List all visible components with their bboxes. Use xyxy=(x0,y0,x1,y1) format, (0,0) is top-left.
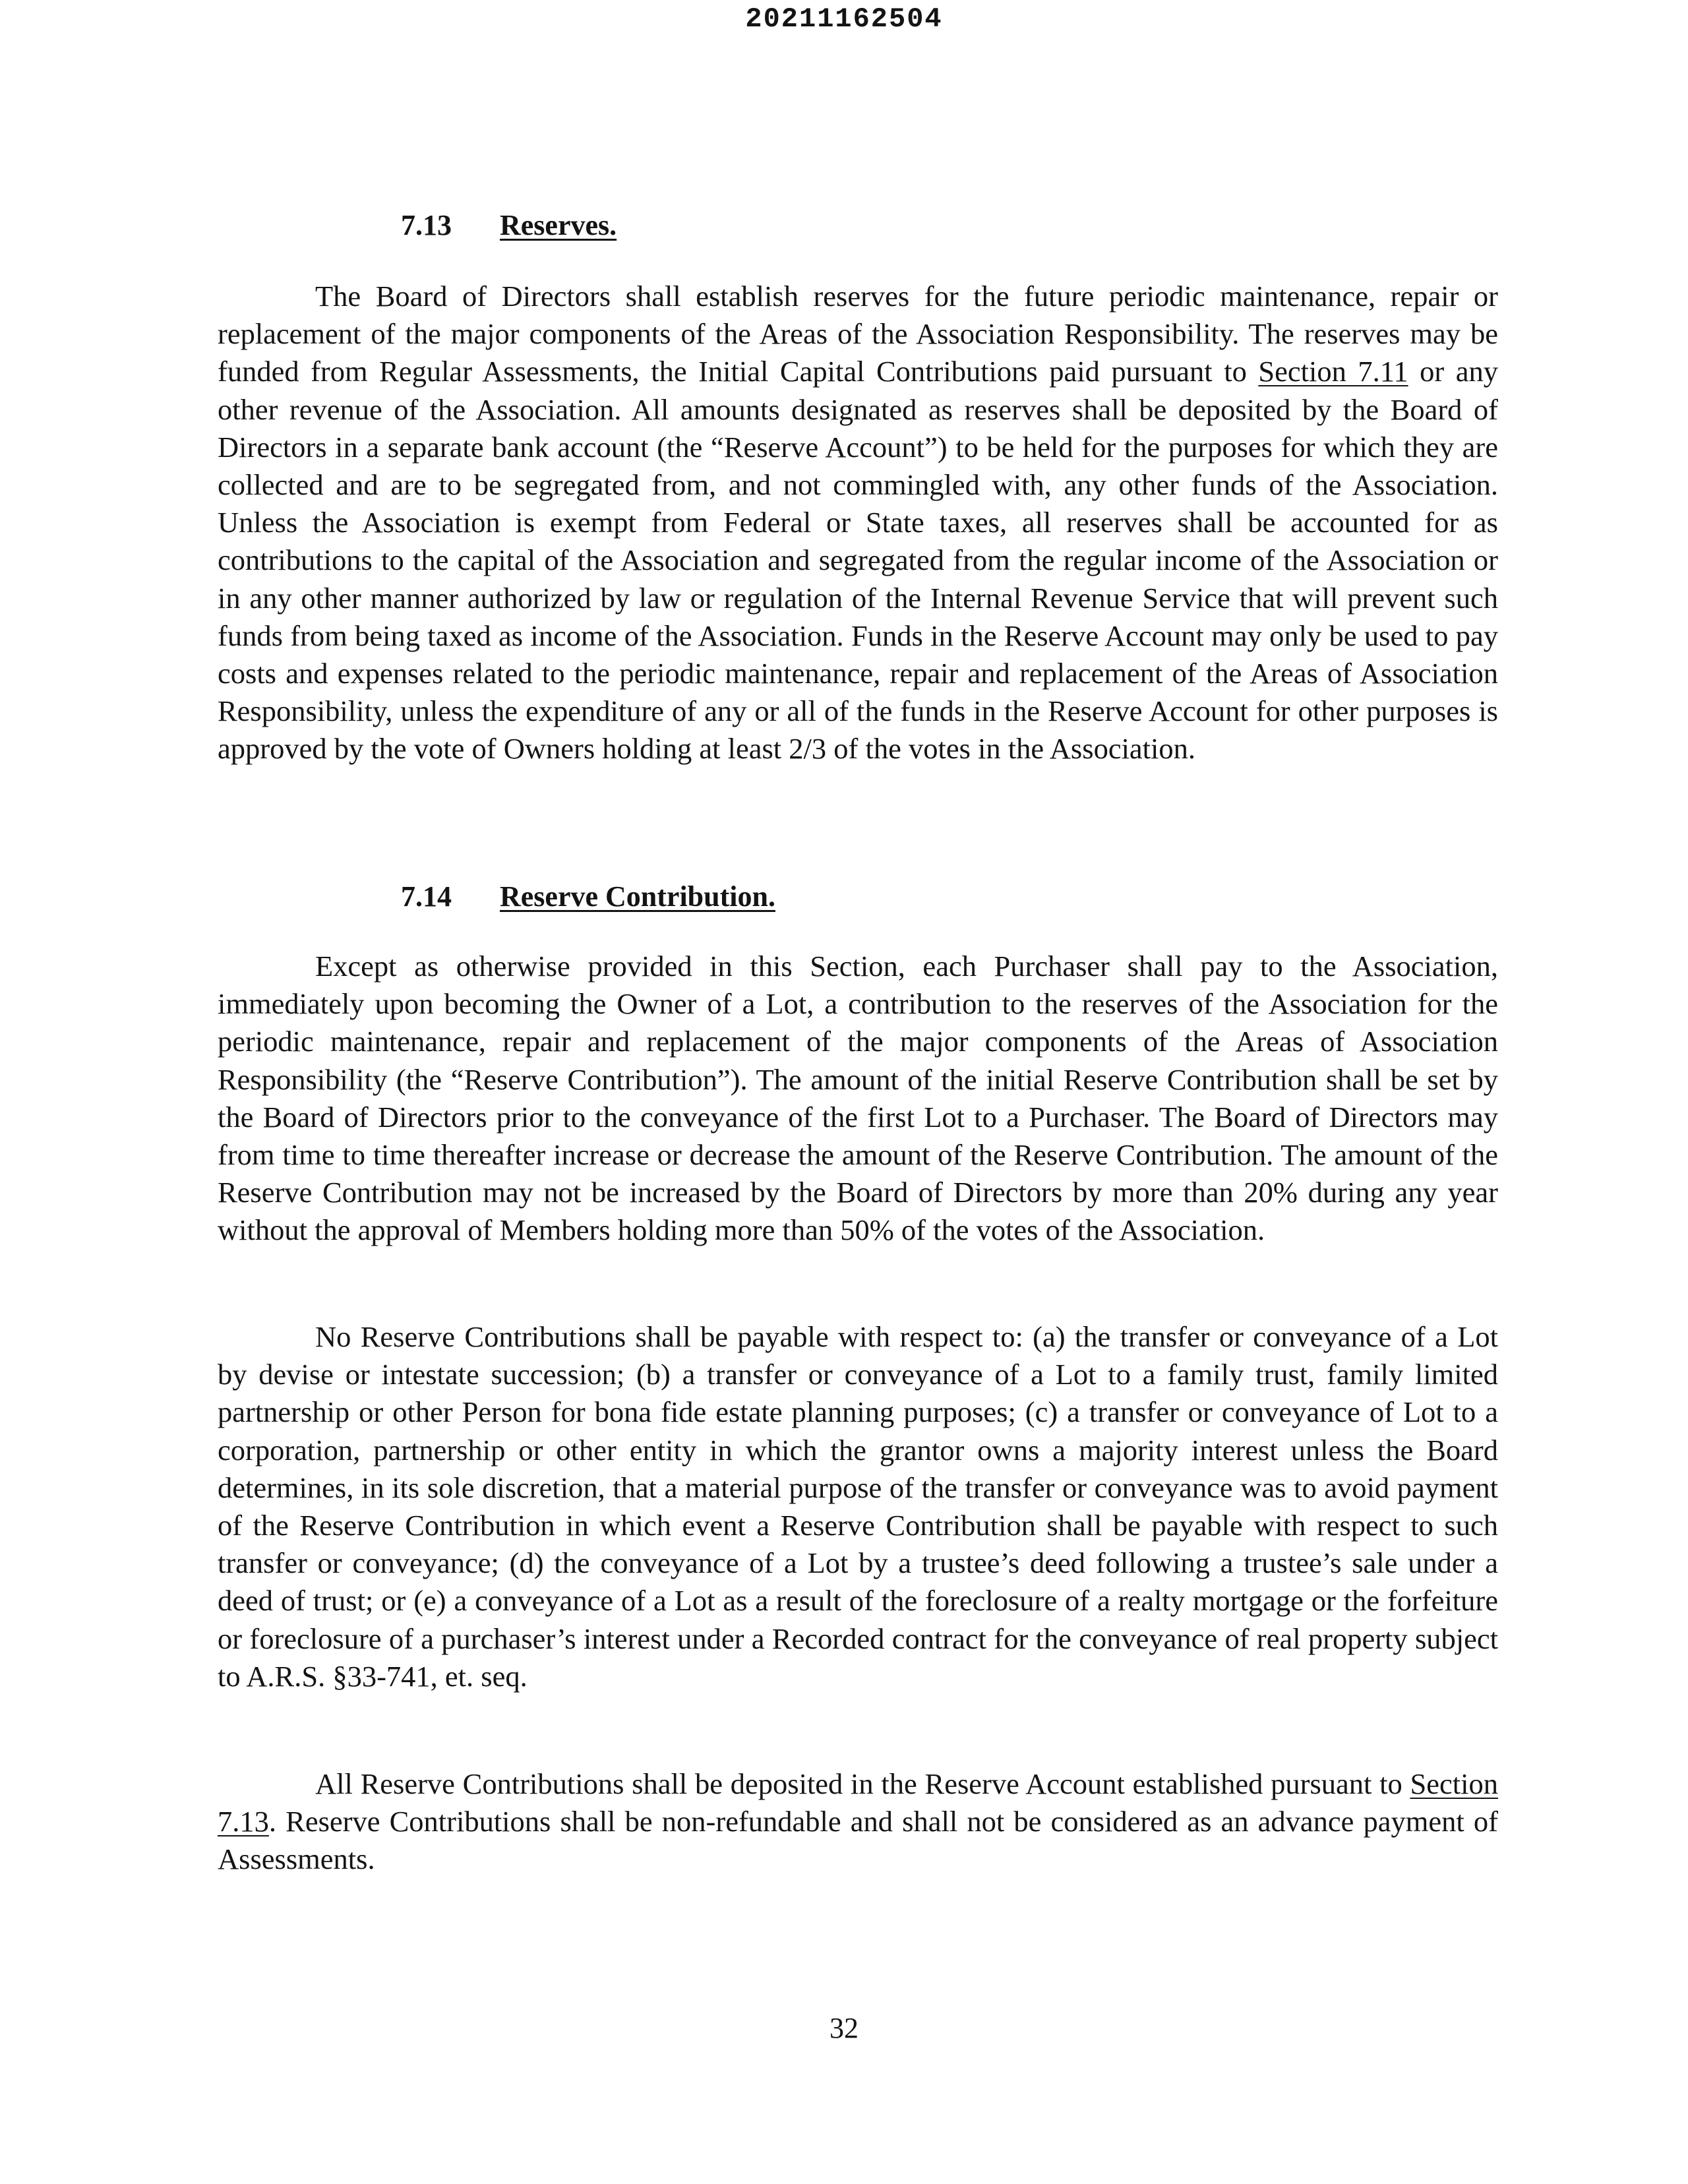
section-title: Reserve Contribution. xyxy=(500,880,775,913)
paragraph-text: All Reserve Contributions shall be deposited in the Reserve Account established pursuant to xyxy=(315,1767,1410,1800)
section-title: Reserves. xyxy=(500,209,617,241)
section-number: 7.13 xyxy=(401,209,452,241)
page-number: 32 xyxy=(829,2012,859,2044)
document-number: 20211162504 xyxy=(745,3,943,35)
exemptions-paragraph: No Reserve Contributions shall be payable with respect to: (a) the transfer or conveyance of a Lot by devise or intestate succession; (b) a transfer or conveyance of a Lot to a family trust, family limited partnership or other Person for bona fide estate planning purposes; (c) a transfer or conveyance of Lot to a corporation, partnership or other entity in which the grantor owns a majority interest unless the Board determines, in its sole discretion, that a material purpose of the transfer or conveyance was to avoid payment of the Reserve Contribution in which event a Reserve Contribution shall be payable with respect to such transfer or conveyance; (d) the conveyance of a Lot by a trustee’s deed following a trustee’s sale under a deed of trust; or (e) a conveyance of a Lot as a result of the foreclosure of a realty mortgage or the forfeiture or foreclosure of a purchaser’s interest under a Recorded contract for the conveyance of real property subject to A.R.S. §33-741, et. seq. xyxy=(218,1320,1498,1693)
paragraph-text: The Board of Directors shall establish reserves for the future periodic maintenance, repair or replacement of the major components of the Areas of the Association Responsibility. The reserves may be funded from Regular Assessments, the Initial Capital Contributions paid pursuant to xyxy=(218,280,1498,388)
reserve-contribution-paragraph: Except as otherwise provided in this Section, each Purchaser shall pay to the Association, immediately upon becoming the Owner of a Lot, a contribution to the reserves of the Association for the periodic maintenance, repair and replacement of the major components of the Areas of Association Responsibility (the “Reserve Contribution”). The amount of the initial Reserve Contribution shall be set by the Board of Directors prior to the conveyance of the first Lot to a Purchaser. The Board of Directors may from time to time thereafter increase or decrease the amount of the Reserve Contribution. The amount of the Reserve Contribution may not be increased by the Board of Directors by more than 20% during any year without the approval of Members holding more than 50% of the votes of the Association. xyxy=(218,950,1498,1247)
deposit-paragraph xyxy=(218,1765,1498,1879)
paragraph-text: or any other revenue of the Association. All amounts designated as reserves shall be deposited by the Board of Directors in a separate bank account (the “Reserve Account”) to be held for the purposes for which they are collected and are to be segregated from, and not commingled with, any other funds of the Association. Unless the Association is exempt from Federal or State taxes, all reserves shall be accounted for as contributions to the capital of the Association and segregated from the regular income of the Association or in any other manner authorized by law or regulation of the Internal Revenue Service that will prevent such funds from being taxed as income of the Association. Funds in the Reserve Account may only be used to pay costs and expenses related to the periodic maintenance, repair and replacement of the Areas of Association Responsibility, unless the expenditure of any or all of the funds in the Reserve Account for other purposes is approved by the vote of Owners holding at least 2/3 of the votes in the Association. xyxy=(218,355,1498,766)
paragraph-text: . Reserve Contributions shall be non-refundable and shall not be considered as an advance payment of Assessments. xyxy=(218,1805,1498,1876)
section-7-11-link: Section 7.11 xyxy=(1258,355,1408,388)
reserves-paragraph xyxy=(218,278,1498,768)
section-number: 7.14 xyxy=(401,880,452,913)
section-heading-7-13 xyxy=(401,211,617,240)
section-7-13-link: Section 7.13 xyxy=(218,1767,1498,1838)
section-heading-7-14 xyxy=(401,882,775,911)
